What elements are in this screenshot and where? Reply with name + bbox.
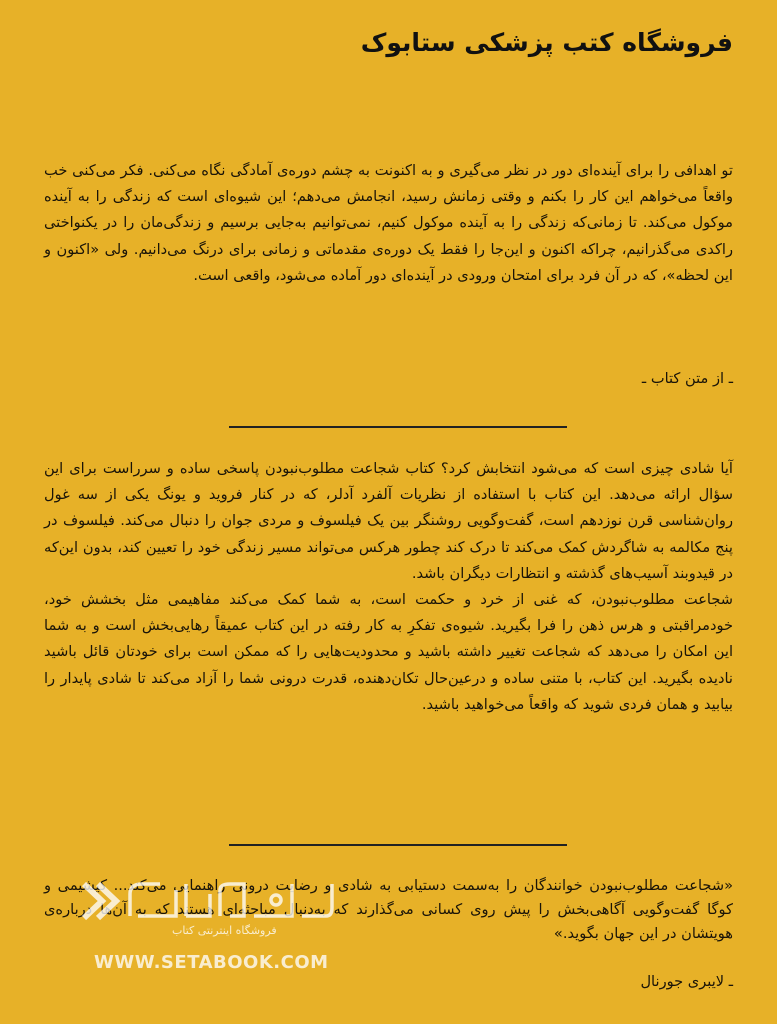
review-quote-text: «شجاعت مطلوب‌نبودن خوانندگان را به‌سمت دستیابی به شادی و رضایت درونی راهنمایی می‌کند... کیشیمی و کوگا گفت‌وگویی آگاهی‌بخش را پیش روی کسانی می‌گذارند که به‌دنبال مباحثه‌ای هستند که به آن‌ها درباره‌ی هویتشان در این جهان بگوید.» bbox=[44, 877, 733, 942]
setabook-watermark bbox=[80, 868, 380, 988]
section-divider bbox=[229, 844, 567, 846]
excerpt-text: تو اهدافی را برای آینده‌ای دور در نظر می‌گیری و به اکنونت به چشم دوره‌ی آمادگی نگاه می‌کنی. فکر می‌کنی خب واقعاً می‌خواهم این کار را بکنم و وقتی زمانش رسید، انجامش می‌دهم؛ این شیوه‌ای است که زندگی را به آینده موکول می‌کند. تا زمانی‌که زندگی را به آینده موکول کنیم، نمی‌توانیم به‌جایی برسیم و زندگی‌مان را در یکنواختی راکدی می‌گذرانیم، چراکه اکنون و این‌جا را فقط یک دوره‌ی مقدماتی و زمانی برای درنگ می‌دانیم. ولی «اکنون و این لحظه»، که در آن فرد برای امتحان ورودی در آینده‌ای دور آماده می‌شود، واقعی است. bbox=[44, 162, 733, 284]
excerpt-paragraph bbox=[44, 158, 733, 289]
book-description bbox=[44, 456, 733, 718]
setabook-logo-icon bbox=[80, 870, 340, 932]
description-paragraph-2: شجاعت مطلوب‌نبودن، که غنی از خرد و حکمت است، به شما کمک می‌کند مفاهیمی مثل بخشش خود، خودمراقبتی و هرس ذهن را فرا بگیرید. شیوه‌ی تفکرِ به کار رفته در این کتاب عمیقاً رهایی‌بخش است و به شما این امکان را می‌دهد که شجاعت تغییر داشته باشید و محدودیت‌هایی را که ممکن است برای خودتان قائل باشید نادیده بگیرید. این کتاب، با متنی ساده و درعین‌حال تکان‌دهنده، قدرت درونی شما را آزاد می‌کند تا شادی پایدار را بیابید و همان فردی شوید که واقعاً می‌خواهید باشید. bbox=[44, 591, 733, 713]
description-paragraph-1: آیا شادی چیزی است که می‌شود انتخابش کرد؟ کتاب شجاعت مطلوب‌نبودن پاسخی ساده و سرراست برای این سؤال ارائه می‌دهد. این کتاب با استفاده از نظریات آلفرد آدلر، که در کنار فروید و یونگ یکی از سه غول روان‌شناسی قرن نوزدهم است، گفت‌وگویی روشنگر بین یک فیلسوف و مردی جوان را دنبال می‌کند. فیلسوف در پنج مکالمه به شاگردش کمک می‌کند تا درک کند چطور هرکس می‌تواند مسیر زندگی خود را تعیین کند، بدون این‌که در قیدوبند آسیب‌های گذشته و انتظارات دیگران باشد. bbox=[44, 460, 733, 582]
watermark-url: WWW.SETABOOK.COM bbox=[94, 952, 329, 973]
section-divider bbox=[229, 426, 567, 428]
review-source: ـ لایبری جورنال bbox=[640, 973, 733, 990]
watermark-tagline: فروشگاه اینترنتی کتاب bbox=[172, 924, 277, 937]
excerpt-source: ـ از متن کتاب ـ bbox=[641, 370, 733, 387]
store-title: فروشگاه کتب پزشکی ستابوک bbox=[360, 28, 733, 57]
